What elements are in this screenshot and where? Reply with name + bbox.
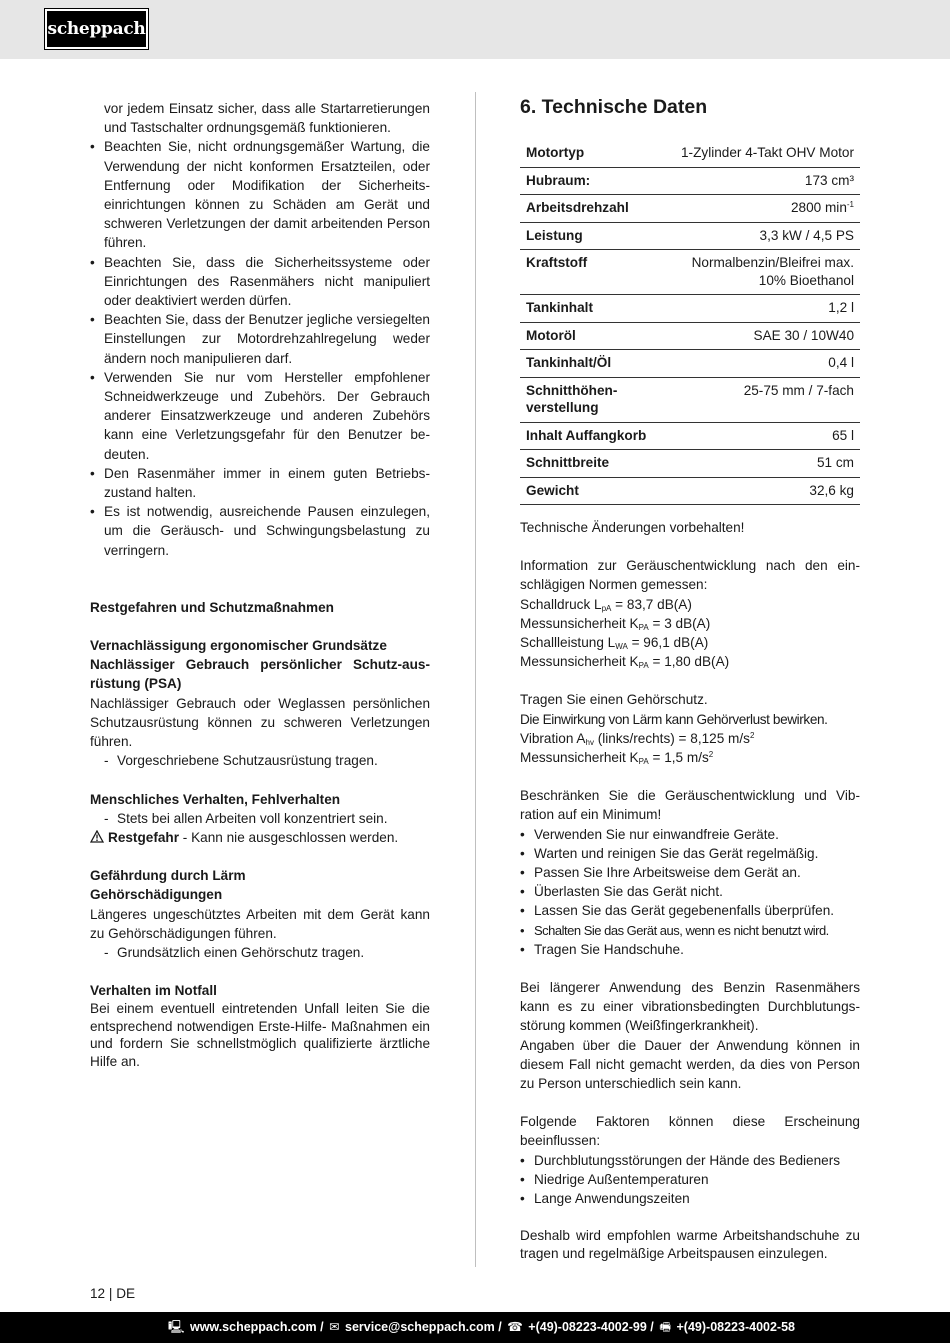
residual-risk-line: Restgefahr - Kann nie ausgeschlossen werden.	[90, 828, 430, 847]
warning-triangle-icon	[90, 830, 104, 843]
noise-dash-item: - Grundsätzlich einen Gehörschutz tragen.	[104, 944, 365, 960]
factors-intro: Folgende Faktoren können diese Erscheinung beeinflussen:	[520, 1114, 860, 1149]
spec-table	[520, 140, 860, 505]
table-row: Hubraum: 173 cm³	[520, 167, 860, 195]
list-item: • Durchblutungsstörungen der Hände des Bedieners	[520, 1151, 860, 1170]
list-item: • Warten und reinigen Sie das Gerät regelmäßig.	[520, 844, 860, 863]
longer-use-text: Bei längerer Anwendung des Benzin Rasenmähers kann es zu einer vibrationsbedingten Durchblutungsstörung kommen (Weißfingerkrankheit).	[520, 980, 860, 1034]
list-item: • Verwenden Sie nur vom Hersteller empfohlener Schneidwerkzeuge und Zubehörs. Der Gebrauch anderer Einsatzwerkzeuge und anderen Zubehörs kann eine Verletzungsgefahr für den Benutzer bedeuten.	[90, 368, 430, 464]
page-number: 12 | DE	[90, 1286, 136, 1301]
list-item: • Beachten Sie, dass die Sicherheitssysteme oder Einrichtungen des Rasenmähers nicht manipuliert oder deaktiviert werden dürfen.	[90, 253, 430, 311]
ear-protection-note: Tragen Sie einen Gehörschutz.	[520, 692, 708, 708]
page-footer	[0, 1312, 950, 1343]
list-item: • Lassen Sie das Gerät gegebenenfalls überprüfen.	[520, 901, 860, 920]
limit-bullet-list	[520, 825, 860, 959]
vibration-uncertainty: Messunsicherheit $K_{PA} = 1,5$ $m/s^2$	[520, 750, 714, 767]
hearing-loss-note: Die Einwirkung von Lärm kann Gehörverlust bewirken.	[520, 711, 828, 727]
table-row: Motoröl SAE 30 / 10W40	[520, 322, 860, 350]
limit-text: Beschränken Sie die Geräuschentwicklung und Vibration auf ein Minimum!	[520, 788, 860, 823]
residual-risks-heading: Restgefahren und Schutzmaßnahmen	[90, 599, 334, 615]
right-column	[520, 94, 860, 1262]
column-divider	[475, 92, 476, 1267]
list-item: • Beachten Sie, dass der Benutzer jegliche versiegelten Einstellungen zur Motordrehzahlregelung weder ändern noch manipulieren darf.	[90, 310, 430, 368]
safety-bullet-list	[90, 137, 430, 559]
scheppach-logo: scheppach	[45, 9, 148, 49]
factors-list	[520, 1151, 860, 1209]
recommendation-text: Deshalb wird empfohlen warme Arbeitshandschuhe zu tragen und regelmäßige Arbeitspausen einzulegen.	[520, 1228, 860, 1261]
list-item: • Überlasten Sie das Gerät nicht.	[520, 882, 860, 901]
measure-sound-pressure: Schalldruck $L_{pA} = 83,7$ dB(A)	[520, 596, 692, 613]
contact-line: 🖳 www.scheppach.com / ✉ service@scheppach.com / ☎ +(49)-08223-4002-99 / 🖷 +(49)-08223-4002-58	[166, 1318, 795, 1339]
psa-heading: Nachlässiger Gebrauch persönlicher Schutz-ausrüstung (PSA)	[90, 657, 430, 692]
table-row: Motortyp 1-Zylinder 4-Takt OHV Motor	[520, 140, 860, 167]
measure-uncertainty-2: Messunsicherheit $K_{PA} = 1,80$ dB(A)	[520, 654, 730, 671]
list-item: • Den Rasenmäher immer in einem guten Betriebszustand halten.	[90, 464, 430, 502]
website-link[interactable]: www.scheppach.com	[189, 1320, 317, 1334]
psa-dash-item: - Vorgeschriebene Schutzausrüstung tragen.	[104, 753, 378, 769]
vibration-value: Vibration $A_{hv}$ (links/rechts) = 8,125 $m/s^2$	[520, 730, 755, 747]
table-row: Leistung 3,3 kW / 4,5 PS	[520, 222, 860, 250]
table-row: Inhalt Auffangkorb 65 l	[520, 422, 860, 450]
noise-info: Information zur Geräuschentwicklung nach den einschlägigen Normen gemessen:	[520, 558, 860, 593]
measure-uncertainty-1: Messunsicherheit $K_{PA} = 3$ dB(A)	[520, 615, 711, 632]
list-item: • Es ist notwendig, ausreichende Pausen einzulegen, um die Geräusch- und Schwingungsbelastung zu verringern.	[90, 502, 430, 560]
duration-note: Angaben über die Dauer der Anwendung können in diesem Fall nicht gemacht werden, da dies von Person zu Person unterschiedlich sein kann.	[520, 1037, 860, 1092]
list-item: • Passen Sie Ihre Arbeitsweise dem Gerät an.	[520, 863, 860, 882]
noise-heading: Gefährdung durch Lärm	[90, 868, 246, 884]
list-item: • Lange Anwendungszeiten	[520, 1189, 860, 1208]
noise-text: Längeres ungeschütztes Arbeiten mit dem Gerät kann zu Gehörschädigungen führen.	[90, 906, 430, 941]
human-behaviour-heading: Menschliches Verhalten, Fehlverhalten	[90, 791, 341, 807]
table-row: Tankinhalt 1,2 l	[520, 295, 860, 323]
email-icon: ✉	[329, 1320, 340, 1334]
section-title: 6. Technische Daten	[520, 96, 708, 118]
human-dash-item: - Stets bei allen Arbeiten voll konzentriert sein.	[104, 810, 388, 826]
table-row: Schnitthöhen- verstellung 25-75 mm / 7-fach	[520, 377, 860, 422]
list-item: • Niedrige Außentemperaturen	[520, 1170, 860, 1189]
psa-text: Nachlässiger Gebrauch oder Weglassen persönlichen Schutzausrüstung können zu schweren Verletzungen führen.	[90, 695, 430, 750]
intro-continuation: vor jedem Einsatz sicher, dass alle Startarretierungen und Tastschalter ordnungsgemäß funktionieren.	[104, 101, 430, 136]
emergency-text: Bei einem eventuell eintretenden Unfall leiten Sie die entsprechend notwendigen Erste-Hilfe- Maßnahmen ein und fordern Sie schnellstmöglich qualifizierte ärztliche Hilfe an.	[90, 1001, 430, 1069]
phone-icon: ☎	[507, 1320, 523, 1334]
hearing-damage-heading: Gehörschädigungen	[90, 887, 223, 903]
list-item: • Beachten Sie, nicht ordnungsgemäßer Wartung, die Verwendung der nicht konformen Ersatzteilen, oder Entfernung oder Modifikation der Sicherheitseinrichtungen können zu Schäden am Gerät und schweren Verletzungen der damit arbeitenden Person führen.	[90, 137, 430, 252]
fax-number: +(49)-08223-4002-58	[676, 1320, 795, 1334]
list-item: • Schalten Sie das Gerät aus, wenn es nicht benutzt wird.	[520, 921, 860, 940]
phone-number: +(49)-08223-4002-99	[528, 1320, 647, 1334]
email-link[interactable]: service@scheppach.com	[345, 1320, 495, 1334]
table-row: Arbeitsdrehzahl 2800 $\min^{-1}$	[520, 195, 860, 223]
changes-note: Technische Änderungen vorbehalten!	[520, 520, 745, 535]
table-row: Tankinhalt/Öl 0,4 l	[520, 350, 860, 378]
computer-icon: 🖳	[167, 1320, 185, 1334]
list-item: • Tragen Sie Handschuhe.	[520, 940, 860, 959]
fax-icon: 🖷	[659, 1320, 672, 1334]
emergency-heading: Verhalten im Notfall	[90, 983, 217, 999]
list-item: • Verwenden Sie nur einwandfreie Geräte.	[520, 825, 860, 844]
measure-sound-power: Schallleistung $L_{WA} = 96,1$ dB(A)	[520, 635, 709, 652]
page-header	[0, 0, 950, 59]
table-row: Schnittbreite 51 cm	[520, 450, 860, 478]
table-row: Gewicht 32,6 kg	[520, 477, 860, 505]
left-column	[90, 99, 430, 1070]
ergonomic-heading: Vernachlässigung ergonomischer Grundsätze	[90, 638, 387, 654]
table-row: Kraftstoff Normalbenzin/Bleifrei max. 10% Bioethanol	[520, 250, 860, 295]
